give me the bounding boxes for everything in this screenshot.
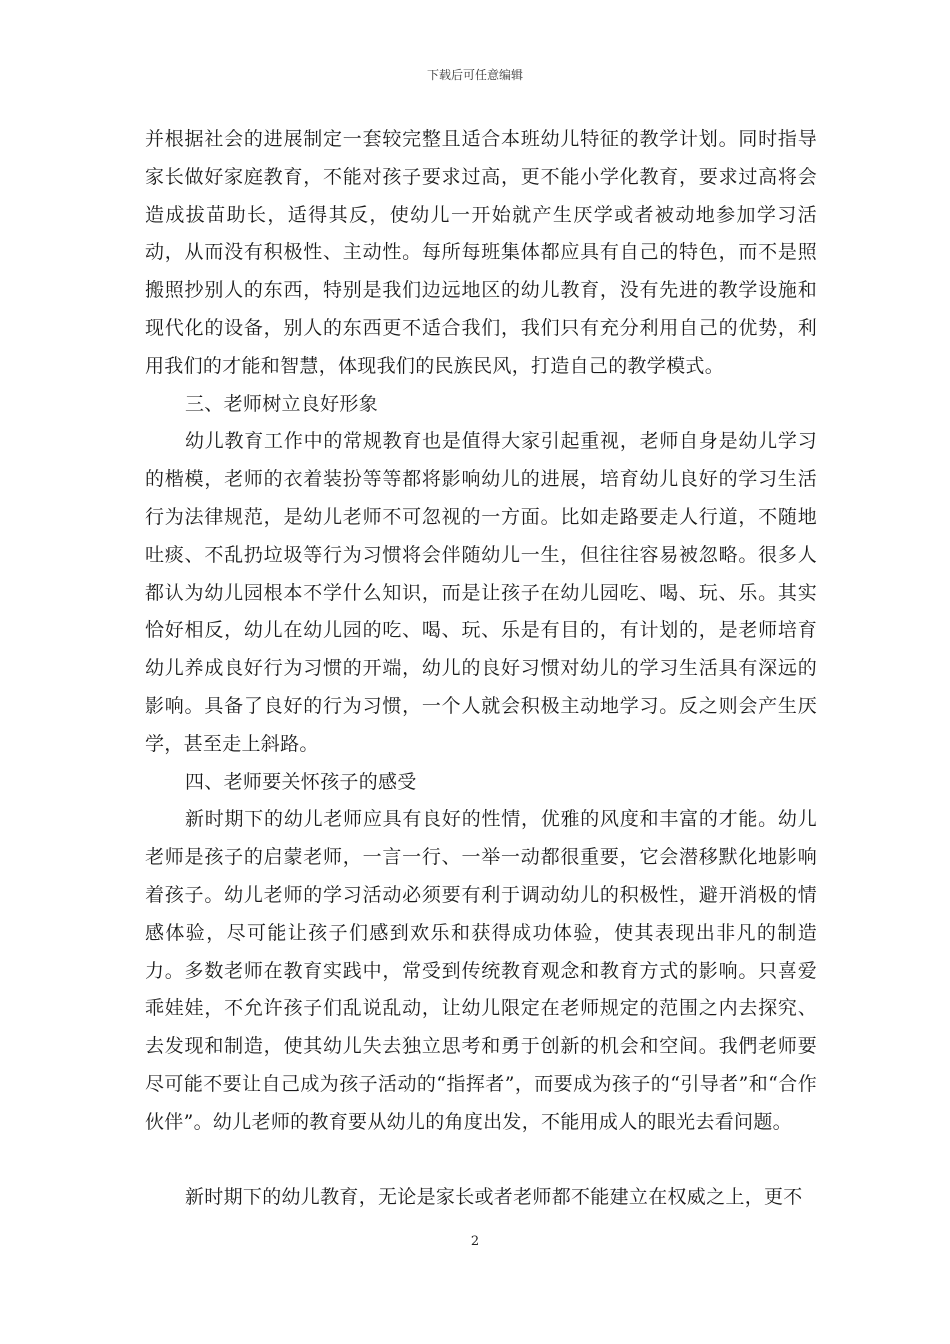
paragraph-new-era: 新时期下的幼儿教育，无论是家长或者老师都不能建立在权威之上，更不: [185, 1186, 803, 1209]
page-number: 2: [470, 1234, 480, 1249]
section-heading-3: 三、老师树立良好形象: [185, 392, 379, 415]
paragraph-care-feelings: 新时期下的幼儿老师应具有良好的性情，优雅的风度和丰富的才能。幼儿老师是孩子的启蒙老师，一言一行、一举一动都很重要，它会潜移默化地影响着孩子。幼儿老师的学习活动必须要有利于调动幼儿的积极性，避开消极的情感体验，尽可能让孩子们感到欢乐和获得成功体验，使其表现出非凡的制造力。多数老师在教育实践中，常受到传统教育观念和教育方式的影响。只喜爱乖娃娃，不允许孩子们乱说乱动，让幼儿限定在老师规定的范围之内去探究、去发现和制造，使其幼儿失去独立思考和勇于创新的机会和空间。我們老师要尽可能不要让自己成为孩子活动的“指挥者”，而要成为孩子的“引导者”和“合作伙伴”。幼儿老师的教育要从幼儿的角度出发，不能用成人的眼光去看问题。: [145, 808, 817, 1133]
page-header: 下载后可任意编辑: [426, 68, 523, 82]
document-body: [145, 121, 817, 1217]
section-heading-4: 四、老师要关怀孩子的感受: [185, 770, 417, 793]
blank-line: [145, 1142, 817, 1180]
paragraph-teacher-image: 幼儿教育工作中的常规教育也是值得大家引起重视，老师自身是幼儿学习的楷模，老师的衣着装扮等等都将影响幼儿的进展，培育幼儿良好的学习生活行为法律规范，是幼儿老师不可忽视的一方面。比如走路要走人行道，不随地吐痰、不乱扔垃圾等行为习惯将会伴随幼儿一生，但往往容易被忽略。很多人都认为幼儿园根本不学什么知识，而是让孩子在幼儿园吃、喝、玩、乐。其实恰好相反，幼儿在幼儿园的吃、喝、玩、乐是有目的，有计划的，是老师培育幼儿养成良好行为习惯的开端，幼儿的良好习惯对幼儿的学习生活具有深远的影响。具备了良好的行为习惯，一个人就会积极主动地学习。反之则会产生厌学，甚至走上斜路。: [145, 430, 817, 755]
paragraph-continued: 并根据社会的进展制定一套较完整且适合本班幼儿特征的教学计划。同时指导家长做好家庭教育，不能对孩子要求过高，更不能小学化教育，要求过高将会造成拔苗助长，适得其反，使幼儿一开始就产生厌学或者被动地参加学习活动，从而没有积极性、主动性。每所每班集体都应具有自己的特色，而不是照搬照抄别人的东西，特别是我们边远地区的幼儿教育，没有先进的教学设施和现代化的设备，别人的东西更不适合我们，我们只有充分利用自己的优势，利用我们的才能和智慧，体现我们的民族民风，打造自己的教学模式。: [145, 128, 817, 377]
